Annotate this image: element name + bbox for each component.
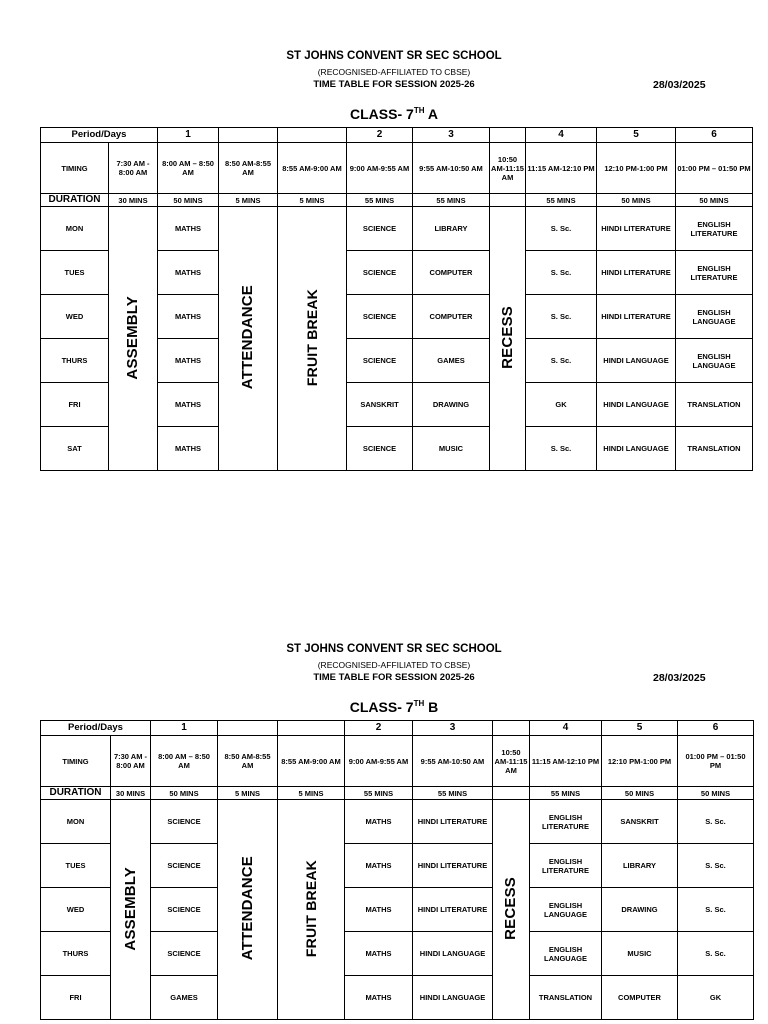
duration-cell: 55 MINS — [530, 787, 602, 800]
fruit-break-block — [278, 800, 345, 1020]
subject-cell: LIBRARY — [413, 207, 490, 251]
subject-cell: COMPUTER — [413, 251, 490, 295]
assembly-block — [111, 800, 151, 1020]
subject-cell: HINDI LITERATURE — [413, 844, 493, 888]
duration-cell: 5 MINS — [219, 194, 278, 207]
subject-cell: S. Sc. — [526, 251, 597, 295]
subject-cell: S. Sc. — [526, 207, 597, 251]
timing-cell: 8:55 AM-9:00 AM — [278, 736, 345, 787]
school-name: ST JOHNS CONVENT SR SEC SCHOOL — [286, 50, 502, 62]
period-number: 5 — [597, 128, 676, 143]
fruit-break-label: FRUIT BREAK — [302, 859, 319, 958]
subject-cell: MATHS — [345, 976, 413, 1020]
affiliation-note: (RECOGNISED-AFFILIATED TO CBSE) — [317, 67, 471, 77]
subject-cell: SCIENCE — [347, 427, 413, 471]
subject-cell: ENGLISH LITERATURE — [530, 800, 602, 844]
subject-cell: MATHS — [158, 295, 219, 339]
duration-cell: 55 MINS — [413, 194, 490, 207]
timing-label: TIMING — [41, 143, 109, 194]
period-number: 1 — [151, 721, 218, 736]
recess-block — [493, 800, 530, 1020]
period-days-label: Period/Days — [41, 721, 151, 736]
timing-cell: 11:15 AM-12:10 PM — [526, 143, 597, 194]
subject-cell: HINDI LANGUAGE — [413, 976, 493, 1020]
subject-cell: GAMES — [151, 976, 218, 1020]
session-title: TIME TABLE FOR SESSION 2025-26 — [313, 672, 475, 683]
duration-cell: 55 MINS — [526, 194, 597, 207]
day-label: WED — [41, 295, 109, 339]
subject-cell: COMPUTER — [602, 976, 678, 1020]
subject-cell: HINDI LANGUAGE — [597, 427, 676, 471]
duration-cell: 5 MINS — [278, 787, 345, 800]
subject-cell: HINDI LITERATURE — [597, 295, 676, 339]
subject-cell: MATHS — [345, 932, 413, 976]
duration-cell: 50 MINS — [597, 194, 676, 207]
duration-cell: 30 MINS — [111, 787, 151, 800]
attendance-block — [219, 207, 278, 471]
day-label: FRI — [41, 976, 111, 1020]
duration-cell: 50 MINS — [151, 787, 218, 800]
period-number-blank — [219, 128, 278, 143]
subject-cell: MUSIC — [602, 932, 678, 976]
day-label: THURS — [41, 932, 111, 976]
timing-cell: 11:15 AM-12:10 PM — [530, 736, 602, 787]
subject-cell: MATHS — [345, 888, 413, 932]
period-header-row — [41, 721, 754, 736]
duration-row — [41, 787, 754, 800]
subject-cell: HINDI LITERATURE — [597, 251, 676, 295]
subject-cell: MATHS — [158, 339, 219, 383]
period-number-blank — [278, 721, 345, 736]
duration-cell: 55 MINS — [413, 787, 493, 800]
period-number-blank — [490, 128, 526, 143]
subject-cell: GK — [678, 976, 754, 1020]
subject-cell: ENGLISH LANGUAGE — [530, 888, 602, 932]
day-row — [41, 207, 753, 251]
period-number: 6 — [676, 128, 753, 143]
period-number: 4 — [530, 721, 602, 736]
duration-cell-blank — [490, 194, 526, 207]
timing-cell: 7:30 AM - 8:00 AM — [109, 143, 158, 194]
subject-cell: SCIENCE — [347, 295, 413, 339]
subject-cell: TRANSLATION — [676, 427, 753, 471]
period-number: 2 — [347, 128, 413, 143]
duration-cell: 50 MINS — [678, 787, 754, 800]
subject-cell: MATHS — [158, 251, 219, 295]
subject-cell: SANSKRIT — [347, 383, 413, 427]
subject-cell: HINDI LANGUAGE — [597, 339, 676, 383]
duration-cell: 5 MINS — [218, 787, 278, 800]
subject-cell: S. Sc. — [526, 295, 597, 339]
subject-cell: DRAWING — [602, 888, 678, 932]
attendance-label: ATTENDANCE — [238, 856, 256, 961]
timing-cell: 01:00 PM – 01:50 PM — [678, 736, 754, 787]
duration-label: DURATION — [41, 787, 111, 800]
subject-cell: DRAWING — [413, 383, 490, 427]
period-number-blank — [218, 721, 278, 736]
subject-cell: LIBRARY — [602, 844, 678, 888]
subject-cell: HINDI LANGUAGE — [413, 932, 493, 976]
timing-cell: 10:50 AM-11:15 AM — [490, 143, 526, 194]
day-label: MON — [41, 207, 109, 251]
subject-cell: MATHS — [345, 844, 413, 888]
subject-cell: MUSIC — [413, 427, 490, 471]
subject-cell: HINDI LANGUAGE — [597, 383, 676, 427]
timing-cell: 9:00 AM-9:55 AM — [345, 736, 413, 787]
period-days-label: Period/Days — [41, 128, 158, 143]
timing-cell: 8:50 AM-8:55 AM — [219, 143, 278, 194]
day-label: TUES — [41, 844, 111, 888]
subject-cell: S. Sc. — [678, 888, 754, 932]
timing-label: TIMING — [41, 736, 111, 787]
attendance-label: ATTENDANCE — [239, 285, 256, 390]
timetable-7a — [40, 127, 753, 471]
subject-cell: COMPUTER — [413, 295, 490, 339]
duration-cell: 55 MINS — [345, 787, 413, 800]
timing-cell: 9:55 AM-10:50 AM — [413, 736, 493, 787]
subject-cell: TRANSLATION — [676, 383, 753, 427]
issue-date: 28/03/2025 — [653, 79, 706, 91]
day-label: SAT — [41, 427, 109, 471]
day-label: TUES — [41, 251, 109, 295]
period-number: 3 — [413, 128, 490, 143]
subject-cell: HINDI LITERATURE — [597, 207, 676, 251]
timing-cell: 12:10 PM-1:00 PM — [602, 736, 678, 787]
recess-label: RECESS — [502, 877, 519, 940]
subject-cell: SCIENCE — [347, 251, 413, 295]
duration-row — [41, 194, 753, 207]
fruit-break-label: FRUIT BREAK — [303, 288, 320, 387]
duration-cell: 50 MINS — [158, 194, 219, 207]
period-number-blank — [278, 128, 347, 143]
timing-cell: 8:00 AM – 8:50 AM — [151, 736, 218, 787]
subject-cell: SCIENCE — [151, 932, 218, 976]
issue-date: 28/03/2025 — [653, 672, 706, 684]
subject-cell: S. Sc. — [678, 932, 754, 976]
subject-cell: HINDI LITERATURE — [413, 800, 493, 844]
day-label: MON — [41, 800, 111, 844]
period-number: 1 — [158, 128, 219, 143]
timing-cell: 01:00 PM – 01:50 PM — [676, 143, 753, 194]
timetable-7b — [40, 720, 754, 1020]
subject-cell: SCIENCE — [347, 207, 413, 251]
subject-cell: ENGLISH LITERATURE — [676, 251, 753, 295]
subject-cell: S. Sc. — [526, 339, 597, 383]
duration-cell: 30 MINS — [109, 194, 158, 207]
timing-cell: 8:55 AM-9:00 AM — [278, 143, 347, 194]
subject-cell: MATHS — [345, 800, 413, 844]
duration-cell: 50 MINS — [602, 787, 678, 800]
duration-cell: 50 MINS — [676, 194, 753, 207]
duration-cell-blank — [493, 787, 530, 800]
subject-cell: MATHS — [158, 383, 219, 427]
period-header-row — [41, 128, 753, 143]
subject-cell: S. Sc. — [526, 427, 597, 471]
subject-cell: S. Sc. — [678, 844, 754, 888]
timing-cell: 9:00 AM-9:55 AM — [347, 143, 413, 194]
subject-cell: SCIENCE — [151, 888, 218, 932]
duration-label: DURATION — [41, 194, 109, 207]
subject-cell: ENGLISH LANGUAGE — [530, 932, 602, 976]
subject-cell: GK — [526, 383, 597, 427]
timing-cell: 8:50 AM-8:55 AM — [218, 736, 278, 787]
period-number: 5 — [602, 721, 678, 736]
recess-block — [490, 207, 526, 471]
period-number-blank — [493, 721, 530, 736]
attendance-block — [218, 800, 278, 1020]
school-name: ST JOHNS CONVENT SR SEC SCHOOL — [286, 643, 502, 655]
timing-row — [41, 736, 754, 787]
recess-label: RECESS — [498, 306, 516, 369]
timing-cell: 8:00 AM – 8:50 AM — [158, 143, 219, 194]
assembly-label: ASSEMBLY — [124, 295, 141, 380]
period-number: 3 — [413, 721, 493, 736]
subject-cell: MATHS — [158, 207, 219, 251]
period-number: 4 — [526, 128, 597, 143]
timing-row — [41, 143, 753, 194]
period-number: 2 — [345, 721, 413, 736]
subject-cell: SANSKRIT — [602, 800, 678, 844]
subject-cell: HINDI LITERATURE — [413, 888, 493, 932]
subject-cell: ENGLISH LANGUAGE — [676, 339, 753, 383]
timing-cell: 7:30 AM - 8:00 AM — [111, 736, 151, 787]
subject-cell: MATHS — [158, 427, 219, 471]
subject-cell: ENGLISH LITERATURE — [676, 207, 753, 251]
subject-cell: S. Sc. — [678, 800, 754, 844]
subject-cell: SCIENCE — [151, 800, 218, 844]
duration-cell: 55 MINS — [347, 194, 413, 207]
affiliation-note: (RECOGNISED-AFFILIATED TO CBSE) — [317, 660, 471, 670]
timing-cell: 12:10 PM-1:00 PM — [597, 143, 676, 194]
subject-cell: TRANSLATION — [530, 976, 602, 1020]
subject-cell: SCIENCE — [151, 844, 218, 888]
day-label: FRI — [41, 383, 109, 427]
subject-cell: SCIENCE — [347, 339, 413, 383]
class-title: CLASS- 7TH A — [350, 106, 438, 122]
day-label: THURS — [41, 339, 109, 383]
day-label: WED — [41, 888, 111, 932]
subject-cell: ENGLISH LANGUAGE — [676, 295, 753, 339]
subject-cell: ENGLISH LITERATURE — [530, 844, 602, 888]
duration-cell: 5 MINS — [278, 194, 347, 207]
day-row — [41, 800, 754, 844]
timing-cell: 10:50 AM-11:15 AM — [493, 736, 530, 787]
class-title: CLASS- 7TH B — [349, 699, 439, 715]
timing-cell: 9:55 AM-10:50 AM — [413, 143, 490, 194]
assembly-label: ASSEMBLY — [121, 866, 139, 951]
session-title: TIME TABLE FOR SESSION 2025-26 — [313, 79, 475, 90]
fruit-break-block — [278, 207, 347, 471]
assembly-block — [109, 207, 158, 471]
subject-cell: GAMES — [413, 339, 490, 383]
period-number: 6 — [678, 721, 754, 736]
